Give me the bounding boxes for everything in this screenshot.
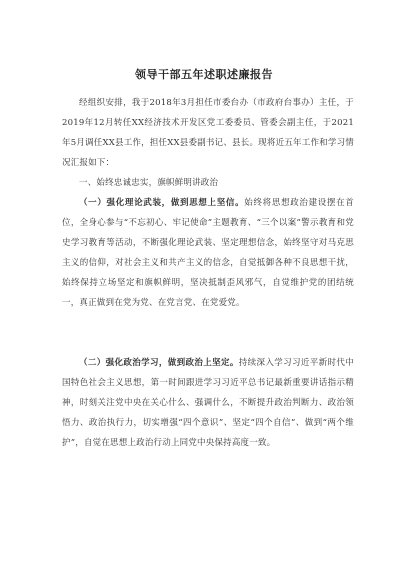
paragraph-2 — [62, 353, 354, 453]
document-title: 领导干部五年述职述廉报告 — [135, 68, 273, 81]
paragraph-2-lead: （二）强化政治学习，做到政治上坚定。 — [79, 358, 239, 368]
paragraph-2-body: 持续深入学习习近平新时代中国特色社会主义思想，第一时间跟进学习习近平总书记最新重要讲话指示精神，时刻关注党中央在关心什么、强调什么，不断提升政治判断力、政治领悟力、政治执行力，切实增强“四个意识”、坚定“四个自信”、做到“两个维护”，自觉在思想上政治行动上同党中央保持高度一致。 — [62, 358, 354, 448]
section-heading-1: 一、始终忠诚忠实，旗帜鲜明讲政治 — [79, 178, 219, 188]
paragraph-1-lead: （一）强化理论武装，做到思想上坚信。 — [79, 198, 245, 208]
paragraph-1 — [62, 193, 354, 313]
paragraph-1-body: 始终将思想政治建设摆在首位，全身心参与“不忘初心、牢记使命”主题教育、“三个以案”警示教育和党史学习教育等活动，不断强化理论武装、坚定理想信念，始终坚守对马克思主义的信仰，对社会主义和共产主义的信念，自觉抵御各种不良思想干扰，始终保持立场坚定和旗帜鲜明，坚决抵制歪风邪气，自觉维护党的团结统一，真正做到在党为党、在党言党、在党爱党。 — [62, 198, 355, 308]
intro-paragraph: 经组织安排，我于2018年3月担任市委台办（市政府台事办）主任，于2019年12月转任XX经济技术开发区党工委委员、管委会副主任，于2021年5月调任XX县工作，担任XX县委副书记、县长。现将近五年工作和学习情况汇报如下： — [62, 98, 354, 168]
